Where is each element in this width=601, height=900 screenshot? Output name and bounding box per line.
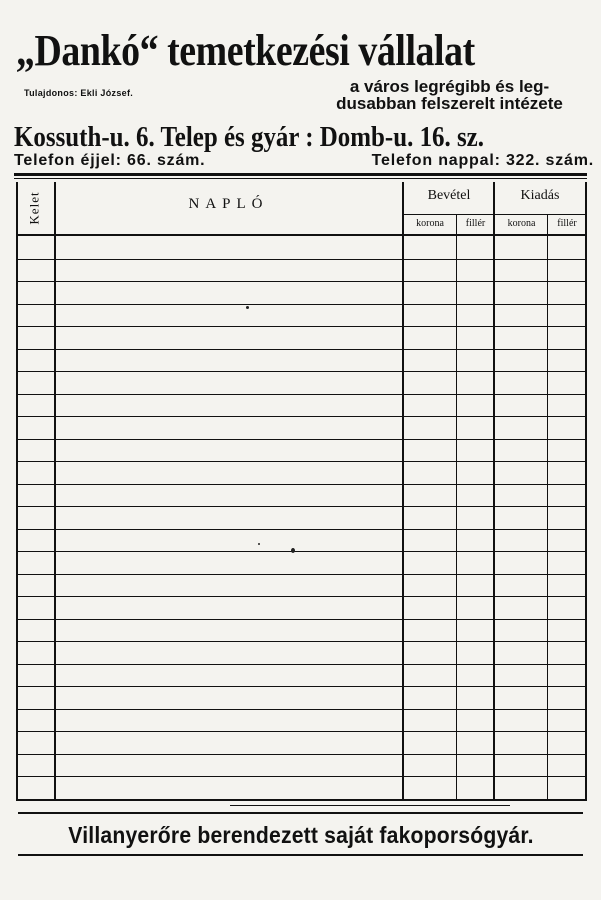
ledger-row-rule [16, 754, 587, 755]
footer-rule-bottom [18, 854, 583, 856]
phone-line [14, 152, 594, 170]
ledger-row-rule [16, 664, 587, 665]
ledger-row-rule [16, 641, 587, 642]
ledger-border-right [585, 182, 587, 800]
ledger-border-left [16, 182, 18, 800]
ledger-bottom-rule [16, 799, 587, 801]
print-speck [291, 548, 295, 553]
ledger-row-rule [16, 574, 587, 575]
ledger-divider-date [54, 182, 56, 800]
ledger-row-rule [16, 686, 587, 687]
sub-header-expense-filler: fillér [557, 218, 577, 229]
tagline-line-2: dusabban felszerelt intézete [336, 94, 563, 113]
col-header-date-label: Kelet [27, 191, 42, 225]
ledger-row-rule [16, 731, 587, 732]
company-name: „Dankó“ temetkezési vállalat [16, 26, 475, 75]
ledger-row-rule [16, 371, 587, 372]
ledger-row-rule [16, 529, 587, 530]
print-speck [246, 306, 249, 309]
ledger-divider-expense-sub [547, 214, 548, 800]
ledger-row-rule [16, 416, 587, 417]
col-header-date [16, 184, 54, 232]
col-header-income: Bevétel [427, 188, 471, 203]
footer-rule-top [18, 812, 583, 814]
ledger-divider-journal [402, 182, 404, 800]
ledger-row-rule [16, 619, 587, 620]
tagline-line-1: a város legrégibb és leg- [349, 77, 550, 96]
ledger-row-rule [16, 394, 587, 395]
ledger-row-rule [16, 506, 587, 507]
sub-header-income-korona: korona [416, 218, 444, 229]
tagline [312, 78, 587, 112]
ledger-divider-income-sub [456, 214, 457, 800]
ledger-row-rule [16, 326, 587, 327]
col-header-expense: Kiadás [520, 188, 560, 203]
ledger-row-rule [16, 709, 587, 710]
ledger-row-rule [16, 349, 587, 350]
ledger-row-rule [16, 484, 587, 485]
ledger-row-rule [16, 461, 587, 462]
phone-night: Telefon éjjel: 66. szám. [14, 152, 206, 169]
ledger-divider-income [493, 182, 495, 800]
phone-day: Telefon nappal: 322. szám. [371, 152, 594, 169]
ledger-row-rule [16, 259, 587, 260]
ledger-row-rule [16, 776, 587, 777]
ledger-header-rule [16, 234, 587, 236]
ledger-row-rule [16, 439, 587, 440]
footer-rule-short [230, 805, 510, 806]
owner-line: Tulajdonos: Ekli József. [24, 88, 134, 98]
ledger-row-rule [16, 304, 587, 305]
header-rule-thin [14, 178, 587, 179]
address-line: Kossuth-u. 6. Telep és gyár : Domb-u. 16. sz. [14, 121, 484, 153]
sub-header-expense-korona: korona [507, 218, 536, 229]
header-rule-thick [14, 173, 587, 176]
ledger-row-rule [16, 281, 587, 282]
sub-header-income-filler: fillér [465, 218, 486, 229]
ledger-row-rule [16, 596, 587, 597]
money-subheader-rule [402, 214, 587, 215]
print-speck [258, 543, 260, 545]
footer-slogan: Villanyerőre berendezett saját fakoporsógyár. [68, 822, 534, 848]
col-header-journal: NAPLÓ [188, 196, 269, 212]
ledger-row-rule [16, 551, 587, 552]
